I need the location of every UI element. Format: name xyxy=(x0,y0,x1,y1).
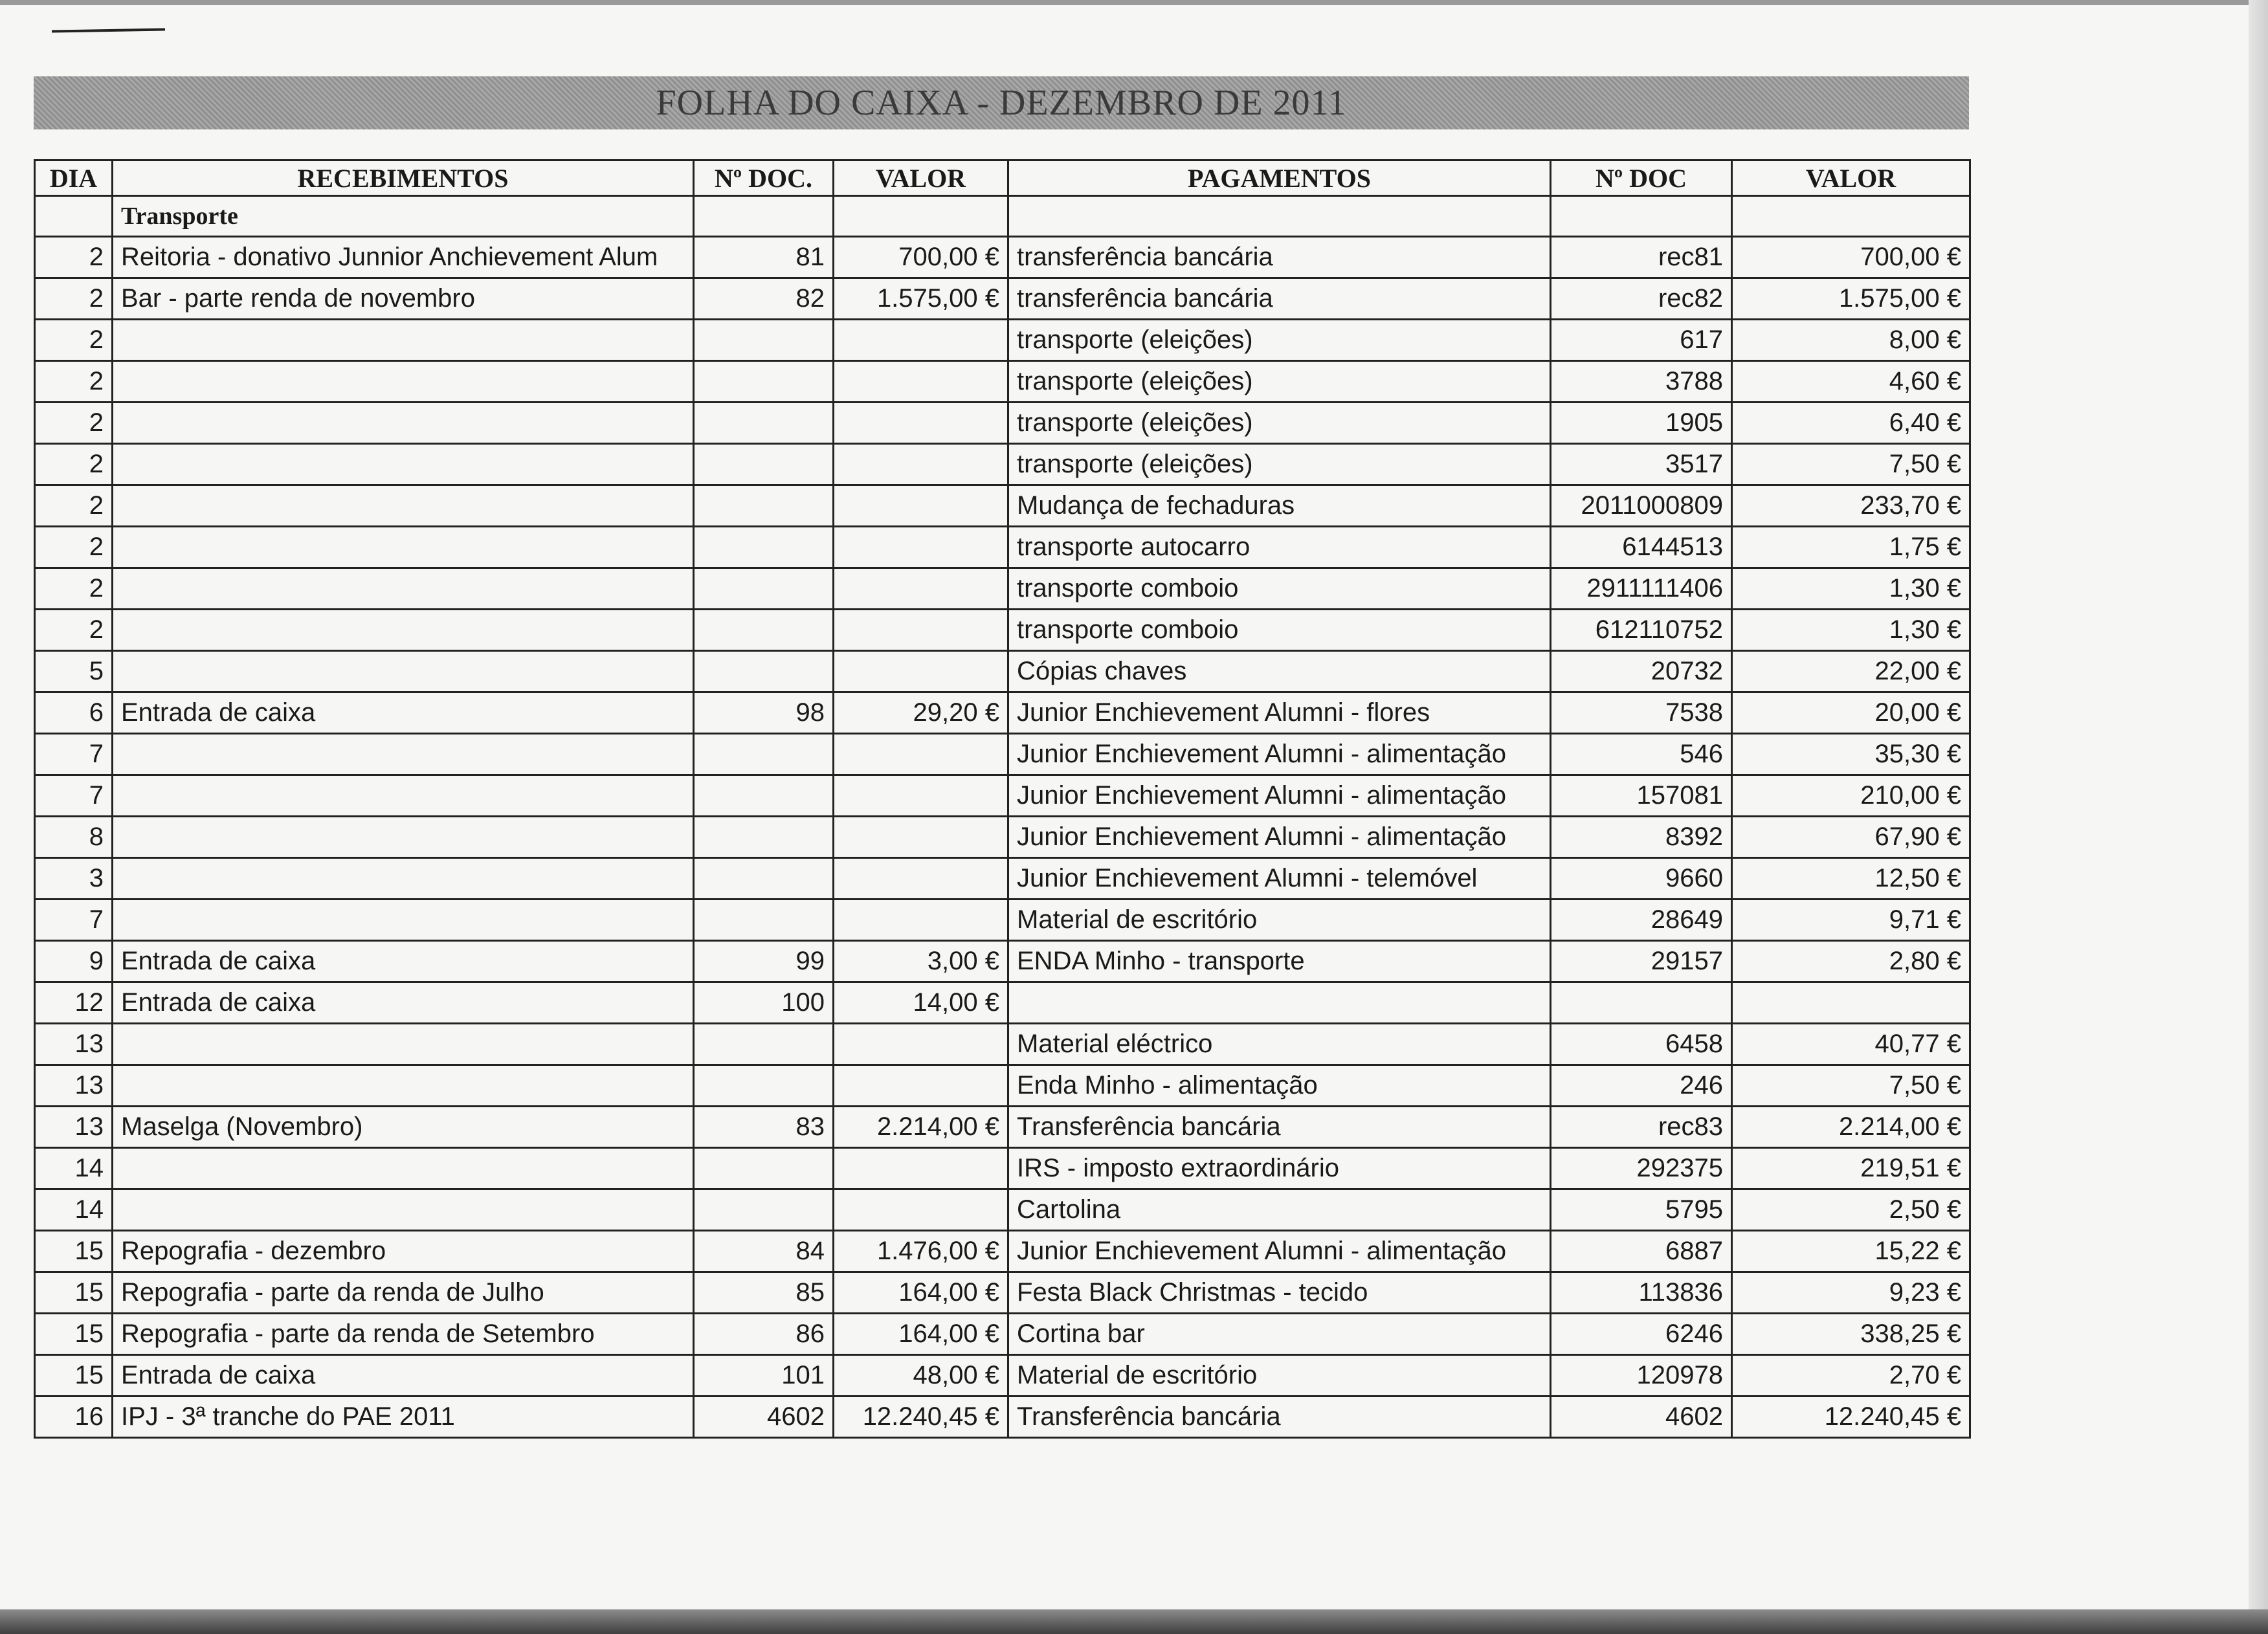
pag-valor-cell: 6,40 € xyxy=(1732,403,1970,444)
table-row xyxy=(35,1355,1970,1397)
pagamento-cell: Junior Enchievement Alumni - alimentação xyxy=(1008,734,1551,775)
rec-doc-cell xyxy=(694,817,834,858)
table-row xyxy=(35,858,1970,900)
dia-cell: 2 xyxy=(35,403,113,444)
table-row xyxy=(35,1272,1970,1314)
dia-cell: 15 xyxy=(35,1314,113,1355)
rec-doc-cell: 99 xyxy=(694,941,834,982)
pag-valor-cell: 2,50 € xyxy=(1732,1189,1970,1231)
dia-cell: 14 xyxy=(35,1189,113,1231)
table-row xyxy=(35,1397,1970,1438)
rec-valor-cell xyxy=(834,1189,1008,1231)
pag-doc-cell: rec81 xyxy=(1551,237,1732,278)
recebimento-cell: Entrada de caixa xyxy=(113,1355,694,1397)
recebimento-cell xyxy=(113,817,694,858)
pagamento-cell xyxy=(1008,982,1551,1024)
pagamento-cell: transferência bancária xyxy=(1008,237,1551,278)
dia-cell: 15 xyxy=(35,1272,113,1314)
table-row xyxy=(35,1024,1970,1065)
recebimento-cell: Repografia - parte da renda de Julho xyxy=(113,1272,694,1314)
header-valor-rec: VALOR xyxy=(834,160,1008,196)
pag-valor-cell: 67,90 € xyxy=(1732,817,1970,858)
rec-doc-cell xyxy=(694,527,834,568)
pag-valor-cell: 22,00 € xyxy=(1732,651,1970,692)
recebimento-cell: Maselga (Novembro) xyxy=(113,1107,694,1148)
recebimento-cell xyxy=(113,1065,694,1107)
rec-doc-cell xyxy=(694,900,834,941)
rec-valor-cell: 2.214,00 € xyxy=(834,1107,1008,1148)
pag-doc-cell: 6246 xyxy=(1551,1314,1732,1355)
pag-valor-cell: 12,50 € xyxy=(1732,858,1970,900)
pagamento-cell: Junior Enchievement Alumni - alimentação xyxy=(1008,817,1551,858)
pag-valor-cell: 7,50 € xyxy=(1732,1065,1970,1107)
pagamento-cell: Material de escritório xyxy=(1008,1355,1551,1397)
recebimento-cell: Entrada de caixa xyxy=(113,982,694,1024)
rec-valor-cell xyxy=(834,1024,1008,1065)
pag-valor-cell: 2,80 € xyxy=(1732,941,1970,982)
pag-valor-cell: 219,51 € xyxy=(1732,1148,1970,1189)
dia-cell: 6 xyxy=(35,692,113,734)
table-row xyxy=(35,1065,1970,1107)
recebimento-cell xyxy=(113,1148,694,1189)
dia-cell: 15 xyxy=(35,1231,113,1272)
pag-doc-cell: 617 xyxy=(1551,320,1732,361)
pag-doc-cell: 9660 xyxy=(1551,858,1732,900)
table-row xyxy=(35,941,1970,982)
rec-doc-cell xyxy=(694,403,834,444)
pag-valor-cell: 2.214,00 € xyxy=(1732,1107,1970,1148)
pag-doc-cell: 246 xyxy=(1551,1065,1732,1107)
rec-valor-cell xyxy=(834,320,1008,361)
table-row xyxy=(35,817,1970,858)
recebimento-cell: Entrada de caixa xyxy=(113,941,694,982)
pagamento-cell: Junior Enchievement Alumni - telemóvel xyxy=(1008,858,1551,900)
rec-valor-cell: 164,00 € xyxy=(834,1314,1008,1355)
pag-doc-cell: rec83 xyxy=(1551,1107,1732,1148)
rec-doc-cell xyxy=(694,444,834,485)
title-banner xyxy=(34,76,1969,129)
pag-doc-cell: 2011000809 xyxy=(1551,485,1732,527)
rec-doc-cell: 83 xyxy=(694,1107,834,1148)
pag-valor-cell: 8,00 € xyxy=(1732,320,1970,361)
pag-valor-cell: 20,00 € xyxy=(1732,692,1970,734)
dia-cell: 5 xyxy=(35,651,113,692)
recebimento-cell xyxy=(113,361,694,403)
pag-valor-cell: 15,22 € xyxy=(1732,1231,1970,1272)
pag-doc-cell: 4602 xyxy=(1551,1397,1732,1438)
dia-cell: 14 xyxy=(35,1148,113,1189)
rec-valor-cell xyxy=(834,900,1008,941)
rec-valor-cell xyxy=(834,1065,1008,1107)
pag-doc-cell: 113836 xyxy=(1551,1272,1732,1314)
pagamento-cell: Festa Black Christmas - tecido xyxy=(1008,1272,1551,1314)
pag-doc-cell: 7538 xyxy=(1551,692,1732,734)
rec-doc-cell: 85 xyxy=(694,1272,834,1314)
table-row xyxy=(35,237,1970,278)
recebimento-cell xyxy=(113,858,694,900)
pag-valor-cell: 40,77 € xyxy=(1732,1024,1970,1065)
rec-doc-cell xyxy=(694,568,834,610)
recebimento-cell xyxy=(113,320,694,361)
header-dia: DIA xyxy=(35,160,113,196)
pagamento-cell: transporte (eleições) xyxy=(1008,361,1551,403)
rec-valor-cell: 700,00 € xyxy=(834,237,1008,278)
table-row xyxy=(35,403,1970,444)
rec-doc-cell: 4602 xyxy=(694,1397,834,1438)
pag-valor-cell: 2,70 € xyxy=(1732,1355,1970,1397)
pag-valor-cell: 210,00 € xyxy=(1732,775,1970,817)
pag-valor-cell: 4,60 € xyxy=(1732,361,1970,403)
rec-valor-cell xyxy=(834,403,1008,444)
pagamento-cell: Material eléctrico xyxy=(1008,1024,1551,1065)
rec-valor-cell: 1.476,00 € xyxy=(834,1231,1008,1272)
pagamento-cell: Mudança de fechaduras xyxy=(1008,485,1551,527)
dia-cell: 7 xyxy=(35,775,113,817)
pagamento-cell: transporte (eleições) xyxy=(1008,444,1551,485)
rec-valor-cell: 29,20 € xyxy=(834,692,1008,734)
pag-valor-cell: 1,75 € xyxy=(1732,527,1970,568)
pag-valor-cell: 700,00 € xyxy=(1732,237,1970,278)
rec-doc-cell: 101 xyxy=(694,1355,834,1397)
pag-valor-cell: 1,30 € xyxy=(1732,610,1970,651)
pag-doc-cell: 29157 xyxy=(1551,941,1732,982)
pag-doc-cell: 157081 xyxy=(1551,775,1732,817)
pagamento-cell: Enda Minho - alimentação xyxy=(1008,1065,1551,1107)
header-recebimentos: RECEBIMENTOS xyxy=(113,160,694,196)
table-row xyxy=(35,610,1970,651)
rec-doc-cell xyxy=(694,1065,834,1107)
table-row xyxy=(35,527,1970,568)
pagamento-cell: transferência bancária xyxy=(1008,278,1551,320)
dia-cell: 2 xyxy=(35,320,113,361)
rec-valor-cell: 12.240,45 € xyxy=(834,1397,1008,1438)
pagamento-cell: IRS - imposto extraordinário xyxy=(1008,1148,1551,1189)
cash-ledger-table xyxy=(34,159,1971,1439)
rec-doc-cell xyxy=(694,320,834,361)
rec-doc-cell xyxy=(694,610,834,651)
rec-doc-cell xyxy=(694,1189,834,1231)
table-row xyxy=(35,485,1970,527)
pag-doc-cell xyxy=(1551,982,1732,1024)
recebimento-cell: IPJ - 3ª tranche do PAE 2011 xyxy=(113,1397,694,1438)
pag-valor-cell: 9,71 € xyxy=(1732,900,1970,941)
rec-valor-cell xyxy=(834,858,1008,900)
table-row xyxy=(35,361,1970,403)
dia-cell: 12 xyxy=(35,982,113,1024)
pen-mark xyxy=(52,28,165,32)
pagamento-cell: transporte (eleições) xyxy=(1008,320,1551,361)
recebimento-cell xyxy=(113,610,694,651)
recebimento-cell xyxy=(113,1189,694,1231)
pagamento-cell: Junior Enchievement Alumni - alimentação xyxy=(1008,1231,1551,1272)
rec-valor-cell: 48,00 € xyxy=(834,1355,1008,1397)
rec-valor-cell xyxy=(834,1148,1008,1189)
pagamento-cell: ENDA Minho - transporte xyxy=(1008,941,1551,982)
rec-doc-cell xyxy=(694,734,834,775)
rec-valor-cell xyxy=(834,485,1008,527)
dia-cell: 2 xyxy=(35,361,113,403)
rec-doc-cell xyxy=(694,1148,834,1189)
pagamento-cell: transporte autocarro xyxy=(1008,527,1551,568)
table-row xyxy=(35,1148,1970,1189)
pag-doc-cell: 8392 xyxy=(1551,817,1732,858)
pag-doc-cell: 28649 xyxy=(1551,900,1732,941)
dia-cell: 2 xyxy=(35,485,113,527)
dia-cell: 9 xyxy=(35,941,113,982)
dia-cell: 2 xyxy=(35,444,113,485)
dia-cell: 13 xyxy=(35,1065,113,1107)
pag-doc-cell: 292375 xyxy=(1551,1148,1732,1189)
pag-doc-cell: rec82 xyxy=(1551,278,1732,320)
pagamento-cell: Cortina bar xyxy=(1008,1314,1551,1355)
rec-valor-cell xyxy=(834,734,1008,775)
pag-doc-cell: 6458 xyxy=(1551,1024,1732,1065)
pagamento-cell: Cópias chaves xyxy=(1008,651,1551,692)
table-row xyxy=(35,734,1970,775)
pag-valor-cell: 9,23 € xyxy=(1732,1272,1970,1314)
dia-cell: 7 xyxy=(35,734,113,775)
pagamento-cell: Material de escritório xyxy=(1008,900,1551,941)
pagamento-cell: Transferência bancária xyxy=(1008,1107,1551,1148)
pag-doc-cell: 6144513 xyxy=(1551,527,1732,568)
table-row xyxy=(35,1314,1970,1355)
rec-doc-cell: 81 xyxy=(694,237,834,278)
header-pagamentos: PAGAMENTOS xyxy=(1008,160,1551,196)
pag-doc-cell: 546 xyxy=(1551,734,1732,775)
header-row xyxy=(35,160,1970,196)
rec-valor-cell xyxy=(834,361,1008,403)
rec-doc-cell: 84 xyxy=(694,1231,834,1272)
pagamento-cell: transporte comboio xyxy=(1008,568,1551,610)
pag-valor-cell: 1,30 € xyxy=(1732,568,1970,610)
pag-valor-cell: 35,30 € xyxy=(1732,734,1970,775)
table-row xyxy=(35,900,1970,941)
dia-cell: 8 xyxy=(35,817,113,858)
dia-cell: 13 xyxy=(35,1107,113,1148)
recebimento-cell xyxy=(113,651,694,692)
dia-cell: 2 xyxy=(35,568,113,610)
rec-valor-cell xyxy=(834,444,1008,485)
pag-valor-cell: 338,25 € xyxy=(1732,1314,1970,1355)
recebimento-cell xyxy=(113,568,694,610)
recebimento-cell: Repografia - dezembro xyxy=(113,1231,694,1272)
recebimento-cell: Reitoria - donativo Junnior Anchievement Alum xyxy=(113,237,694,278)
rec-valor-cell xyxy=(834,610,1008,651)
rec-valor-cell xyxy=(834,651,1008,692)
pag-doc-cell: 2911111406 xyxy=(1551,568,1732,610)
rec-doc-cell xyxy=(694,775,834,817)
table-row xyxy=(35,444,1970,485)
pag-doc-cell: 6887 xyxy=(1551,1231,1732,1272)
recebimento-cell xyxy=(113,775,694,817)
rec-doc-cell: 86 xyxy=(694,1314,834,1355)
recebimento-cell xyxy=(113,444,694,485)
pagamento-cell: Junior Enchievement Alumni - flores xyxy=(1008,692,1551,734)
header-doc-rec: Nº DOC. xyxy=(694,160,834,196)
rec-valor-cell: 164,00 € xyxy=(834,1272,1008,1314)
header-valor-pag: VALOR xyxy=(1732,160,1970,196)
table-row xyxy=(35,1189,1970,1231)
dia-cell: 2 xyxy=(35,237,113,278)
pag-doc-cell: 612110752 xyxy=(1551,610,1732,651)
table-row xyxy=(35,692,1970,734)
pagamento-cell: transporte (eleições) xyxy=(1008,403,1551,444)
pag-doc-cell: 20732 xyxy=(1551,651,1732,692)
table-row xyxy=(35,320,1970,361)
recebimento-cell xyxy=(113,403,694,444)
pag-valor-cell xyxy=(1732,982,1970,1024)
dia-cell: 7 xyxy=(35,900,113,941)
header-doc-pag: Nº DOC xyxy=(1551,160,1732,196)
rec-doc-cell: 98 xyxy=(694,692,834,734)
transport-label: Transporte xyxy=(113,196,694,237)
dia-cell: 2 xyxy=(35,527,113,568)
pag-doc-cell: 3517 xyxy=(1551,444,1732,485)
recebimento-cell xyxy=(113,1024,694,1065)
rec-doc-cell xyxy=(694,1024,834,1065)
pag-valor-cell: 1.575,00 € xyxy=(1732,278,1970,320)
table-row xyxy=(35,278,1970,320)
recebimento-cell xyxy=(113,527,694,568)
table-row xyxy=(35,1107,1970,1148)
scan-top-edge xyxy=(0,0,2268,5)
pag-valor-cell: 7,50 € xyxy=(1732,444,1970,485)
rec-doc-cell: 100 xyxy=(694,982,834,1024)
table-row xyxy=(35,1231,1970,1272)
rec-doc-cell xyxy=(694,651,834,692)
recebimento-cell: Entrada de caixa xyxy=(113,692,694,734)
rec-doc-cell xyxy=(694,361,834,403)
recebimento-cell: Repografia - parte da renda de Setembro xyxy=(113,1314,694,1355)
rec-valor-cell: 1.575,00 € xyxy=(834,278,1008,320)
pag-valor-cell: 233,70 € xyxy=(1732,485,1970,527)
pagamento-cell: Transferência bancária xyxy=(1008,1397,1551,1438)
rec-valor-cell: 3,00 € xyxy=(834,941,1008,982)
recebimento-cell: Bar - parte renda de novembro xyxy=(113,278,694,320)
dia-cell: 16 xyxy=(35,1397,113,1438)
recebimento-cell xyxy=(113,734,694,775)
pag-doc-cell: 120978 xyxy=(1551,1355,1732,1397)
rec-valor-cell xyxy=(834,817,1008,858)
table-row xyxy=(35,568,1970,610)
pagamento-cell: transporte comboio xyxy=(1008,610,1551,651)
pagamento-cell: Cartolina xyxy=(1008,1189,1551,1231)
dia-cell: 2 xyxy=(35,278,113,320)
pag-doc-cell: 3788 xyxy=(1551,361,1732,403)
pagamento-cell: Junior Enchievement Alumni - alimentação xyxy=(1008,775,1551,817)
pag-valor-cell: 12.240,45 € xyxy=(1732,1397,1970,1438)
table-row xyxy=(35,775,1970,817)
pag-doc-cell: 5795 xyxy=(1551,1189,1732,1231)
dia-cell: 3 xyxy=(35,858,113,900)
scan-right-edge xyxy=(2249,0,2268,1634)
dia-cell: 13 xyxy=(35,1024,113,1065)
recebimento-cell xyxy=(113,485,694,527)
rec-doc-cell xyxy=(694,858,834,900)
pag-doc-cell: 1905 xyxy=(1551,403,1732,444)
scan-bottom-edge xyxy=(0,1609,2268,1634)
rec-valor-cell xyxy=(834,568,1008,610)
transport-row xyxy=(35,196,1970,237)
page-title: FOLHA DO CAIXA - DEZEMBRO DE 2011 xyxy=(656,83,1347,123)
rec-doc-cell xyxy=(694,485,834,527)
table-row xyxy=(35,982,1970,1024)
dia-cell: 2 xyxy=(35,610,113,651)
rec-valor-cell xyxy=(834,527,1008,568)
rec-doc-cell: 82 xyxy=(694,278,834,320)
table-row xyxy=(35,651,1970,692)
rec-valor-cell: 14,00 € xyxy=(834,982,1008,1024)
dia-cell: 15 xyxy=(35,1355,113,1397)
rec-valor-cell xyxy=(834,775,1008,817)
recebimento-cell xyxy=(113,900,694,941)
